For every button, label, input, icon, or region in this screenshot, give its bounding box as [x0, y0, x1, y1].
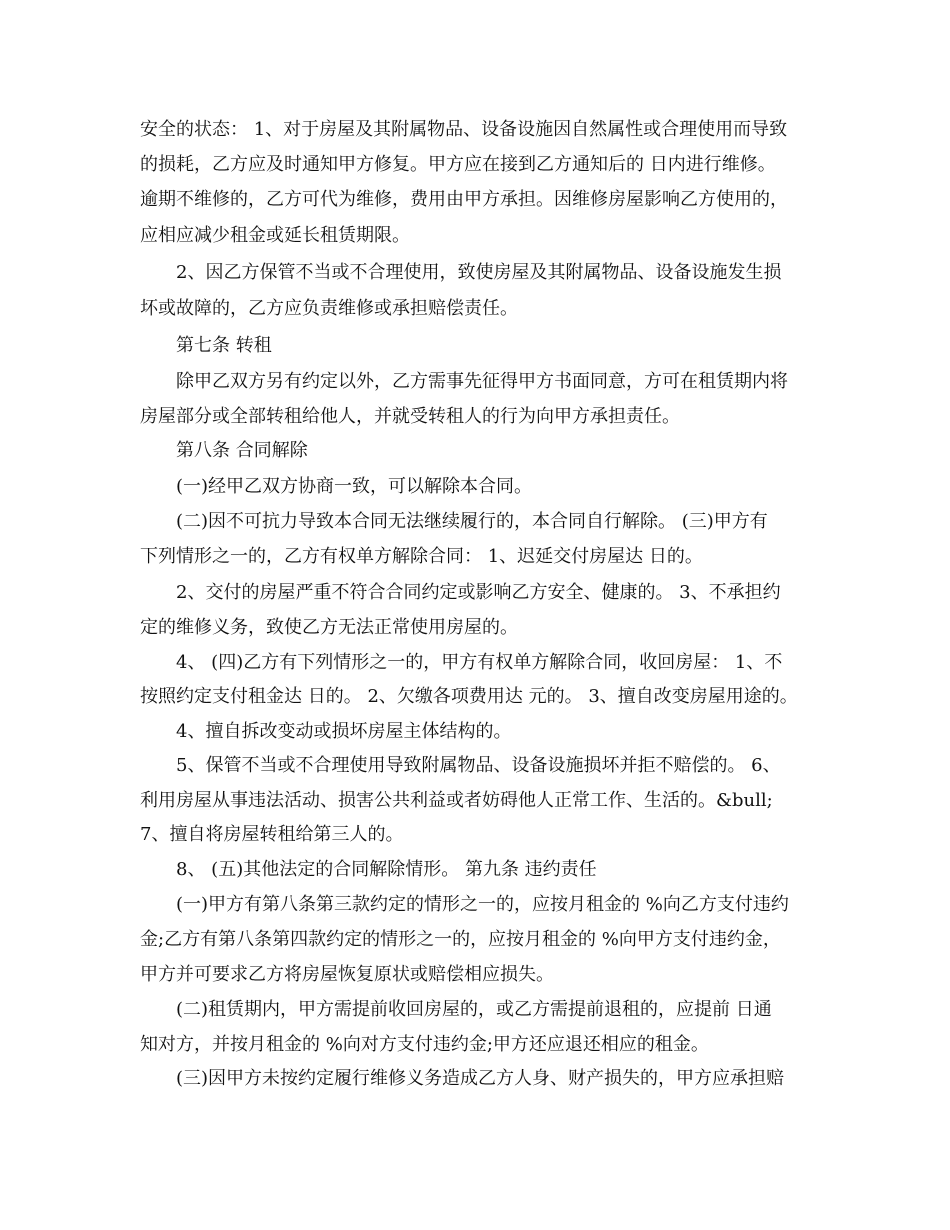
text-line: 7、擅自将房屋转租给第三人的。 [140, 824, 404, 845]
text-line: 除甲乙双方另有约定以外，乙方需事先征得甲方书面同意，方可在租赁期内将 [176, 371, 788, 392]
text-line: 按照约定支付租金达 日的。 2、欠缴各项费用达 元的。 3、擅自改变房屋用途的。 [140, 686, 798, 707]
text-line: 坏或故障的，乙方应负责维修或承担赔偿责任。 [140, 298, 518, 319]
text-line: 金;乙方有第八条第四款约定的情形之一的，应按月租金的 %向甲方支付违约金， [140, 929, 781, 950]
text-line: 利用房屋从事违法活动、损害公共利益或者妨碍他人正常工作、生活的。&bull; [140, 790, 773, 811]
text-line: 的损耗，乙方应及时通知甲方修复。甲方应在接到乙方通知后的 日内进行维修。 [140, 154, 776, 175]
text-line: 定的维修义务，致使乙方无法正常使用房屋的。 [140, 617, 518, 638]
text-line: 应相应减少租金或延长租赁期限。 [140, 225, 410, 246]
section-heading: 第八条 合同解除 [176, 440, 308, 461]
text-line: 逾期不维修的，乙方可代为维修，费用由甲方承担。因维修房屋影响乙方使用的， [140, 189, 788, 210]
text-line: 知对方，并按月租金的 %向对方支付违约金;甲方还应退还相应的租金。 [140, 1034, 709, 1055]
text-line: 安全的状态： 1、对于房屋及其附属物品、设备设施因自然属性或合理使用而导致 [140, 119, 788, 140]
text-line: 甲方并可要求乙方将房屋恢复原状或赔偿相应损失。 [140, 964, 554, 985]
text-line: (一)经甲乙双方协商一致，可以解除本合同。 [176, 476, 533, 497]
text-line: 房屋部分或全部转租给他人，并就受转租人的行为向甲方承担责任。 [140, 406, 680, 427]
text-line: (一)甲方有第八条第三款约定的情形之一的，应按月租金的 %向乙方支付违约 [176, 894, 789, 915]
text-line: 5、保管不当或不合理使用导致附属物品、设备设施损坏并拒不赔偿的。 6、 [176, 755, 781, 776]
text-line: 2、交付的房屋严重不符合合同约定或影响乙方安全、健康的。 3、不承担约 [176, 582, 781, 603]
text-line: (三)因甲方未按约定履行维修义务造成乙方人身、财产损失的，甲方应承担赔 [176, 1068, 785, 1089]
text-line: 8、 (五)其他法定的合同解除情形。 第九条 违约责任 [176, 859, 597, 880]
text-line: (二)租赁期内，甲方需提前收回房屋的，或乙方需提前退租的，应提前 日通 [176, 999, 772, 1020]
text-line: 下列情形之一的，乙方有权单方解除合同： 1、迟延交付房屋达 日的。 [140, 546, 703, 567]
text-line: (二)因不可抗力导致本合同无法继续履行的，本合同自行解除。 (三)甲方有 [176, 511, 768, 532]
text-line: 4、 (四)乙方有下列情形之一的，甲方有权单方解除合同，收回房屋： 1、不 [176, 652, 783, 673]
section-heading: 第七条 转租 [176, 335, 272, 356]
text-line: 2、因乙方保管不当或不合理使用，致使房屋及其附属物品、设备设施发生损 [176, 262, 782, 283]
text-line: 4、擅自拆改变动或损坏房屋主体结构的。 [176, 721, 512, 742]
